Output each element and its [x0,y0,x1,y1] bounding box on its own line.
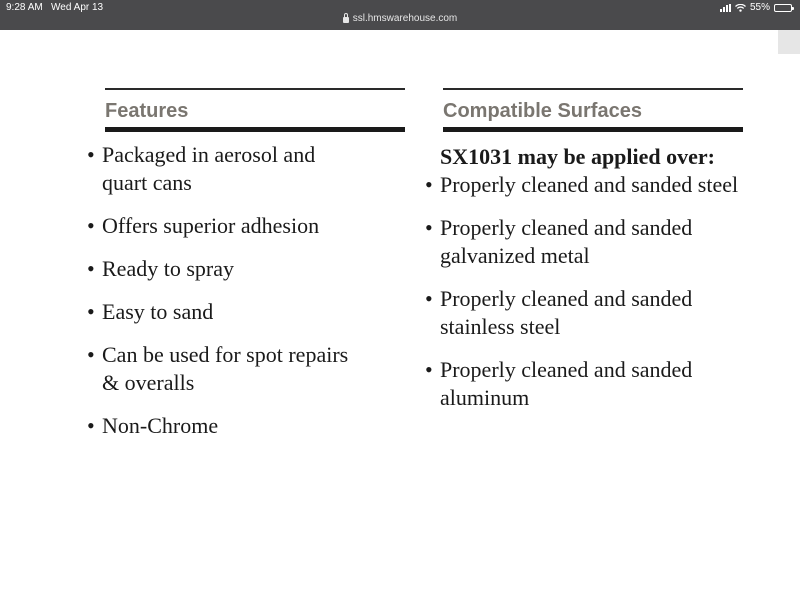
surfaces-list [425,171,765,427]
list-item: • Easy to sand [87,299,214,324]
features-section [105,88,405,132]
list-item: • Properly cleaned and sanded galvanized metal [425,215,693,268]
list-item: • Non-Chrome [87,413,219,438]
lock-icon [343,17,349,23]
bullet-glyph: • [87,299,95,324]
list-item: • Properly cleaned and sanded aluminum [425,357,693,410]
scroll-indicator[interactable] [778,30,800,54]
list-item: • Ready to spray [87,256,234,281]
bullet-glyph: • [425,172,433,197]
list-item: • Properly cleaned and sanded stainless steel [425,286,693,339]
list-item: • Offers superior adhesion [87,213,320,238]
bullet-glyph: • [425,215,433,240]
bullet-glyph: • [425,357,433,382]
address-bar[interactable] [0,13,800,24]
features-list [87,141,407,455]
surfaces-intro: SX1031 may be applied over: [440,144,715,169]
surfaces-heading: Compatible Surfaces [443,100,642,122]
status-time: 9:28 AM Wed Apr 13 [6,2,104,13]
surfaces-section [443,88,743,132]
cellular-signal-icon [720,4,731,12]
surfaces-bottom-rule [443,127,743,132]
surfaces-top-rule [443,88,743,90]
bullet-glyph: • [87,142,95,167]
features-heading: Features [105,100,189,122]
battery-percent: 55% [749,2,770,13]
bullet-glyph: • [87,342,95,367]
status-indicators [720,2,792,13]
list-item: • Packaged in aerosol and quart cans [87,142,316,195]
battery-icon [774,4,792,12]
list-item: • Properly cleaned and sanded steel [425,172,739,197]
features-top-rule [105,88,405,90]
list-item: • Can be used for spot repairs & overalls [87,342,349,395]
url-text: ssl.hmswarehouse.com [352,13,458,24]
bullet-glyph: • [87,213,95,238]
bullet-glyph: • [425,286,433,311]
bullet-glyph: • [87,413,95,438]
status-bar [0,0,800,30]
bullet-glyph: • [87,256,95,281]
wifi-icon [735,4,746,12]
features-bottom-rule [105,127,405,132]
